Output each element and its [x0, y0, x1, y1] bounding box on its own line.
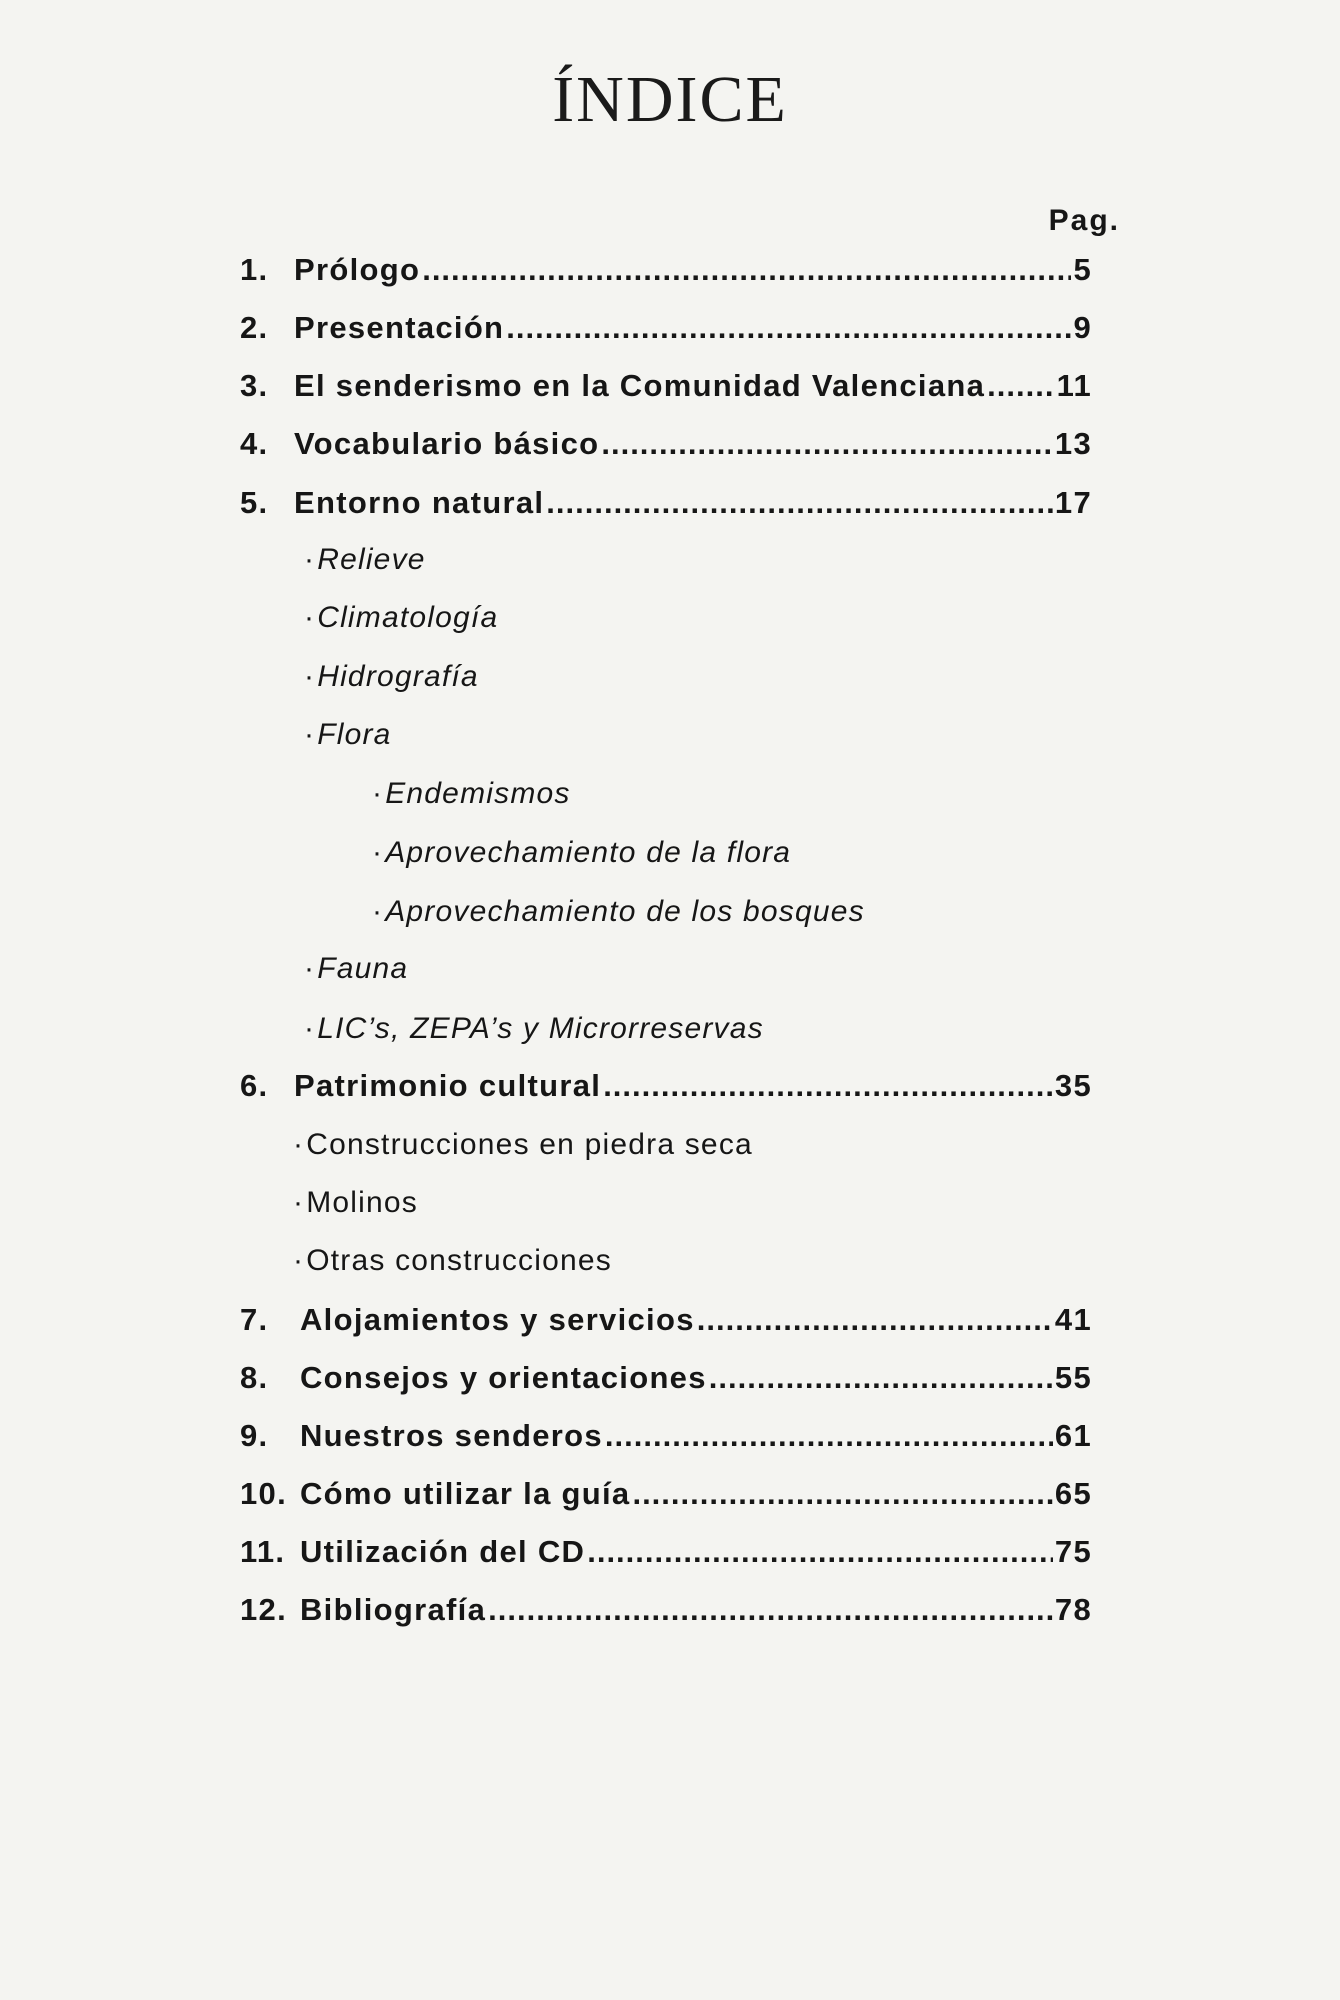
dot-leader [546, 485, 1053, 521]
entry-label: Patrimonio cultural [294, 1068, 602, 1103]
entry-number: 10. [240, 1476, 287, 1511]
entry-label: Bibliografía [300, 1592, 487, 1627]
subitem-label: Endemismos [385, 777, 571, 810]
entry-label: Nuestros senderos [300, 1418, 603, 1453]
subitem-piedra-seca[interactable] [293, 1128, 753, 1162]
toc-entry-senderos[interactable] [240, 1418, 1092, 1458]
entry-label: Utilización del CD [300, 1534, 586, 1569]
bullet: · [304, 543, 316, 576]
entry-label: Cómo utilizar la guía [300, 1476, 631, 1511]
bullet: · [304, 718, 316, 751]
bullet: · [304, 601, 316, 634]
toc-entry-prologo[interactable] [240, 252, 1092, 292]
subitem-label: Fauna [317, 952, 409, 985]
bullet: · [372, 777, 384, 810]
entry-label: El senderismo en la Comunidad Valenciana [294, 368, 986, 403]
toc-entry-entorno-natural[interactable] [240, 485, 1092, 525]
entry-number: 5. [240, 485, 269, 520]
entry-page-number: 65 [1054, 1476, 1092, 1511]
bullet: · [372, 836, 384, 869]
dot-leader [506, 310, 1071, 346]
dot-leader [488, 1592, 1053, 1628]
dot-leader [587, 1534, 1053, 1570]
entry-number: 6. [240, 1068, 269, 1103]
entry-label: Alojamientos y servicios [300, 1302, 695, 1337]
entry-page-number: 78 [1054, 1592, 1092, 1627]
toc-entry-vocabulario[interactable] [240, 426, 1092, 466]
subitem-label: Hidrografía [317, 660, 479, 693]
subitem-label: Aprovechamiento de los bosques [385, 895, 865, 928]
bullet: · [304, 660, 316, 693]
page-column-header: Pag. [1048, 204, 1120, 237]
subitem-label: Aprovechamiento de la flora [385, 836, 792, 869]
entry-label: Consejos y orientaciones [300, 1360, 707, 1395]
subitem-aprovechamiento-flora[interactable] [372, 836, 791, 870]
entry-number: 3. [240, 368, 269, 403]
subitem-label: Relieve [317, 543, 426, 576]
subitem-molinos[interactable] [293, 1186, 418, 1220]
entry-label: Vocabulario básico [294, 426, 600, 461]
bullet: · [304, 952, 316, 985]
entry-page-number: 75 [1054, 1534, 1092, 1569]
dot-leader [987, 368, 1054, 404]
page-title: ÍNDICE [552, 63, 788, 136]
toc-entry-consejos[interactable] [240, 1360, 1092, 1400]
subitem-label: Construcciones en piedra seca [306, 1128, 753, 1161]
toc-entry-bibliografia[interactable] [240, 1592, 1092, 1632]
entry-number: 11. [240, 1534, 286, 1569]
dot-leader [632, 1476, 1052, 1512]
subitem-relieve[interactable] [304, 543, 426, 577]
bullet: · [293, 1128, 305, 1161]
entry-page-number: 9 [1073, 310, 1092, 345]
entry-page-number: 13 [1054, 426, 1092, 461]
bullet: · [372, 895, 384, 928]
entry-page-number: 11 [1056, 368, 1092, 403]
entry-number: 12. [240, 1592, 287, 1627]
subitem-label: Molinos [306, 1186, 418, 1219]
subitem-climatologia[interactable] [304, 601, 498, 635]
dot-leader [697, 1302, 1053, 1338]
subitem-flora[interactable] [304, 718, 392, 752]
subitem-endemismos[interactable] [372, 777, 571, 811]
subitem-aprovechamiento-bosques[interactable] [372, 895, 865, 929]
entry-page-number: 61 [1054, 1418, 1092, 1453]
entry-number: 4. [240, 426, 269, 461]
bullet: · [293, 1186, 305, 1219]
entry-number: 9. [240, 1418, 269, 1453]
subitem-fauna[interactable] [304, 952, 408, 986]
entry-number: 1. [240, 252, 269, 287]
entry-label: Prólogo [294, 252, 421, 287]
subitem-label: Flora [317, 718, 392, 751]
subitem-lics-zepas[interactable] [304, 1012, 764, 1046]
subitem-otras-construcciones[interactable] [293, 1244, 612, 1278]
entry-label: Presentación [294, 310, 505, 345]
toc-entry-presentacion[interactable] [240, 310, 1092, 350]
dot-leader [709, 1360, 1053, 1396]
entry-number: 7. [240, 1302, 269, 1337]
entry-page-number: 35 [1054, 1068, 1092, 1103]
entry-page-number: 17 [1054, 485, 1092, 520]
toc-entry-utilizacion-cd[interactable] [240, 1534, 1092, 1574]
entry-page-number: 55 [1054, 1360, 1092, 1395]
subitem-label: Otras construcciones [306, 1244, 612, 1277]
entry-number: 8. [240, 1360, 269, 1395]
toc-entry-utilizar-guia[interactable] [240, 1476, 1092, 1516]
dot-leader [601, 426, 1053, 462]
entry-number: 2. [240, 310, 269, 345]
bullet: · [304, 1012, 316, 1045]
entry-page-number: 41 [1054, 1302, 1092, 1337]
toc-entry-senderismo[interactable] [240, 368, 1092, 408]
subitem-hidrografia[interactable] [304, 660, 479, 694]
subitem-label: Climatología [317, 601, 499, 634]
toc-entry-patrimonio[interactable] [240, 1068, 1092, 1108]
bullet: · [293, 1244, 305, 1277]
dot-leader [605, 1418, 1053, 1454]
toc-entry-alojamientos[interactable] [240, 1302, 1092, 1342]
dot-leader [422, 252, 1071, 288]
subitem-label: LIC’s, ZEPA’s y Microrreservas [317, 1012, 764, 1045]
dot-leader [603, 1068, 1053, 1104]
entry-label: Entorno natural [294, 485, 545, 520]
entry-page-number: 5 [1073, 252, 1092, 287]
